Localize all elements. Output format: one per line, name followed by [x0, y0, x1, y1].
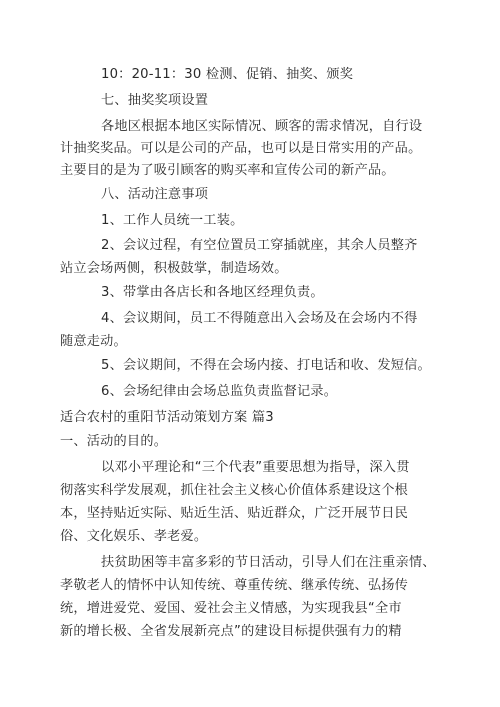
paragraph-line: 俗、文化娱乐、孝老爱。	[60, 529, 208, 544]
section-heading-eight: 八、活动注意事项	[101, 187, 209, 202]
paragraph-line: 孝敬老人的情怀中认知传统、尊重传统、继承传统、弘扬传	[60, 578, 409, 593]
paragraph-line: 计抽奖奖品。可以是公司的产品，也可以是日常实用的产品。	[60, 141, 422, 156]
paragraph-line: 扶贫助困等丰富多彩的节日活动，引导人们在注重亲情、	[101, 555, 436, 570]
list-item: 2、会议过程，有空位置员工穿插就座，其余人员整齐	[101, 238, 418, 253]
paragraph-line: 本，坚持贴近实际、贴近生活、贴近群众，广泛开展节日民	[60, 506, 409, 521]
list-item-continuation: 随意走动。	[60, 334, 127, 349]
paragraph-line: 主要目的是为了吸引顾客的购买率和宣传公司的新产品。	[60, 163, 395, 178]
article-title: 适合农村的重阳节活动策划方案 篇3	[60, 410, 274, 425]
list-item-continuation: 站立会场两侧，积极鼓掌，制造场效。	[60, 261, 288, 276]
schedule-line: 10：20-11：30 检测、促销、抽奖、颁奖	[101, 67, 354, 82]
list-item: 5、会议期间，不得在会场内接、打电话和收、发短信。	[101, 358, 431, 373]
section-heading-seven: 七、抽奖奖项设置	[101, 93, 209, 108]
section-heading-one: 一、活动的目的。	[60, 434, 168, 449]
paragraph-line: 以邓小平理论和“三个代表”重要思想为指导，深入贯	[101, 460, 410, 475]
paragraph-line: 彻落实科学发展观，抓住社会主义核心价值体系建设这个根	[60, 483, 409, 498]
paragraph-line: 统，增进爱党、爱国、爱社会主义情感，为实现我县“全市	[60, 601, 402, 616]
list-item: 4、会议期间，员工不得随意出入会场及在会场内不得	[101, 311, 418, 326]
paragraph-line: 各地区根据本地区实际情况、顾客的需求情况，自行设	[101, 119, 423, 134]
list-item: 1、工作人员统一工装。	[101, 213, 244, 228]
list-item: 3、带掌由各店长和各地区经理负责。	[101, 285, 324, 300]
list-item: 6、会场纪律由会场总监负责监督记录。	[101, 384, 338, 399]
paragraph-line: 新的增长极、全省发展新亮点”的建设目标提供强有力的精	[60, 624, 402, 639]
